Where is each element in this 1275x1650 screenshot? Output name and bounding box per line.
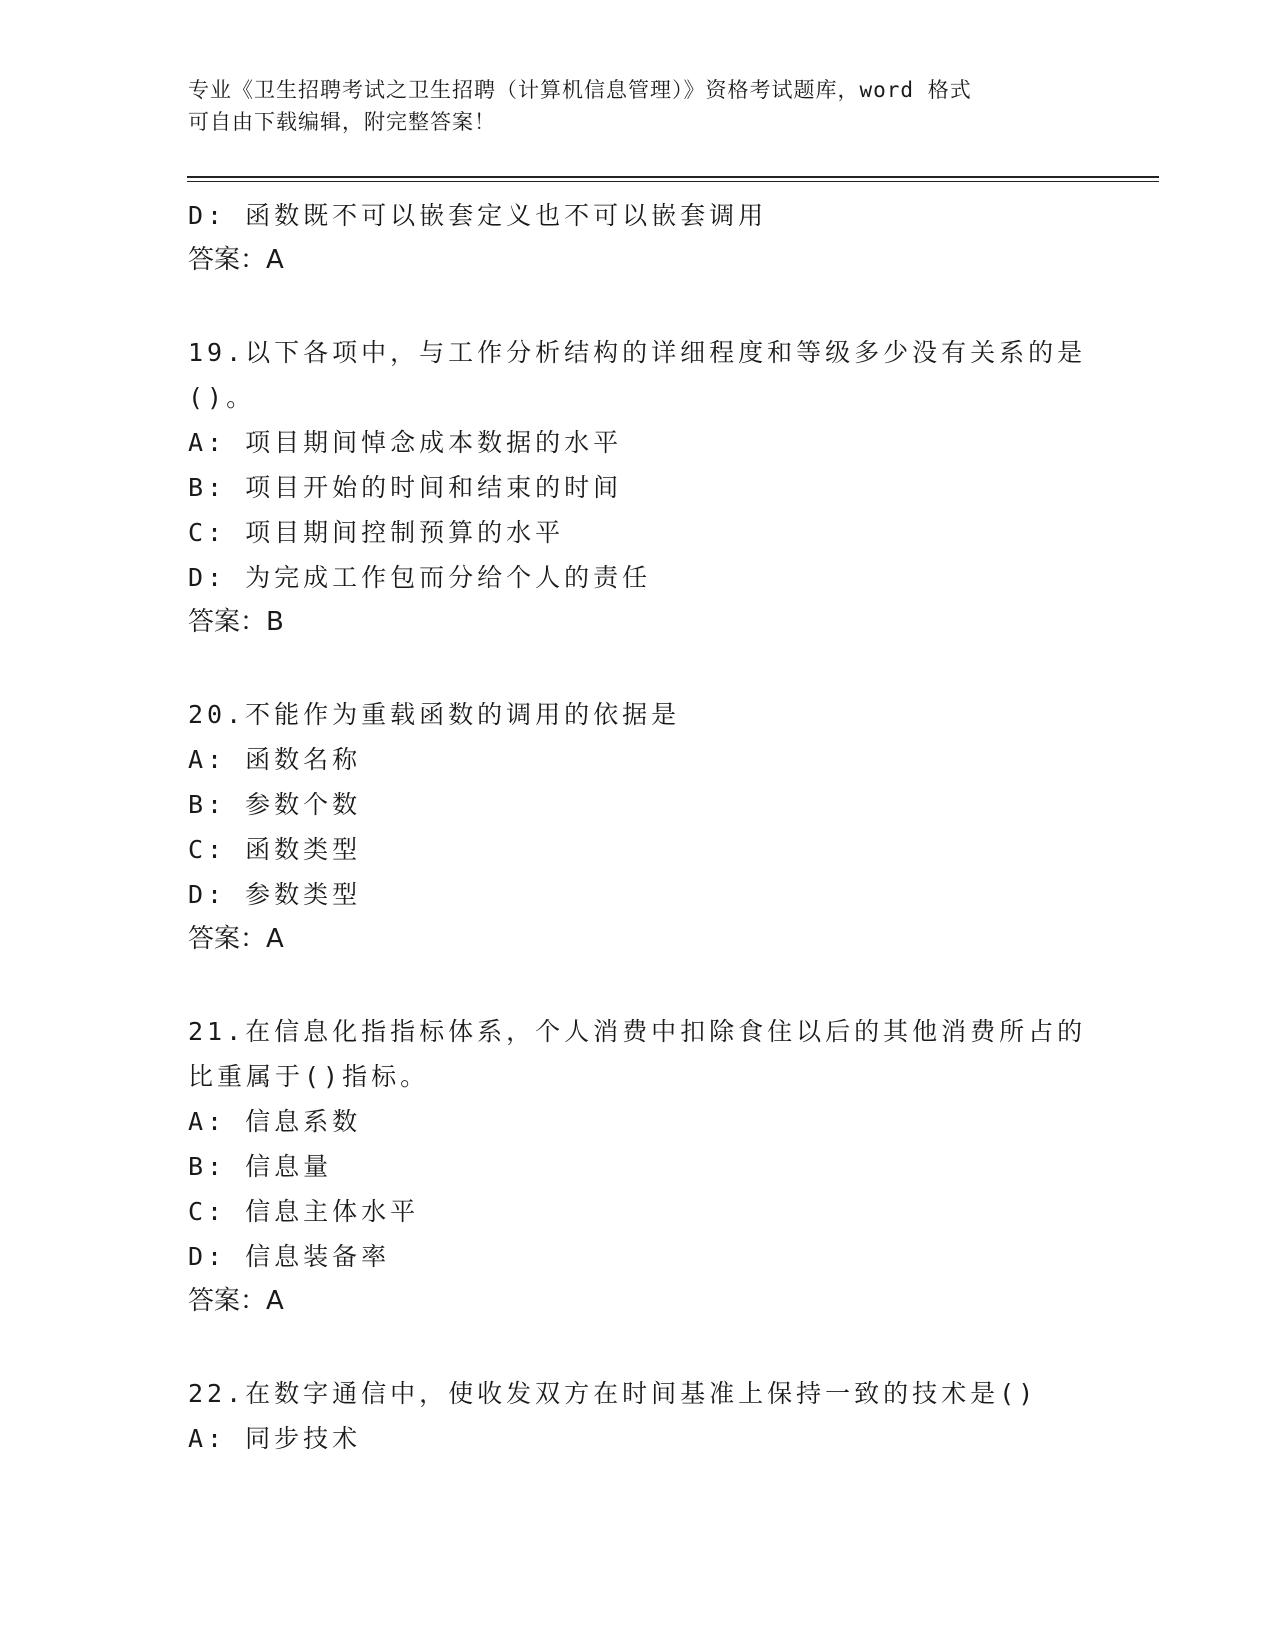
question-stem: 20.不能作为重载函数的调用的依据是: [188, 700, 681, 729]
spacer: [188, 962, 1088, 1009]
option-a: A: 函数名称: [188, 745, 362, 774]
option-a: A: 项目期间悼念成本数据的水平: [188, 428, 623, 457]
header-divider-thick: [187, 176, 1159, 178]
question-stem: 22.在数字通信中，使收发双方在时间基准上保持一致的技术是(): [188, 1379, 1038, 1408]
spacer: [188, 283, 1088, 330]
option-d: D: 信息装备率: [188, 1242, 391, 1271]
question-22: [188, 1371, 1088, 1461]
header-line-1: 专业《卫生招聘考试之卫生招聘（计算机信息管理）》资格考试题库，word 格式: [188, 78, 972, 102]
option-c: C: 项目期间控制预算的水平: [188, 518, 565, 547]
question-20: [188, 692, 1088, 962]
header-line-2: 可自由下载编辑，附完整答案！: [188, 110, 496, 134]
option-a: A: 信息系数: [188, 1107, 362, 1136]
question-stem-continued: 比重属于()指标。: [188, 1062, 430, 1091]
answer-line: 答案：A: [188, 1286, 284, 1316]
option-d: D: 函数既不可以嵌套定义也不可以嵌套调用: [188, 201, 768, 230]
question-stem: 21.在信息化指指标体系，个人消费中扣除食住以后的其他消费所占的: [188, 1017, 1087, 1046]
answer-line: 答案：A: [188, 245, 284, 275]
option-b: B: 信息量: [188, 1152, 333, 1181]
answer-line: 答案：B: [188, 607, 284, 637]
option-b: B: 参数个数: [188, 790, 362, 819]
question-stem: 19.以下各项中，与工作分析结构的详细程度和等级多少没有关系的是: [188, 338, 1087, 367]
option-d: D: 为完成工作包而分给个人的责任: [188, 563, 652, 592]
question-list: [188, 193, 1088, 1461]
option-a: A: 同步技术: [188, 1424, 362, 1453]
spacer: [188, 1324, 1088, 1371]
answer-line: 答案：A: [188, 924, 284, 954]
option-c: C: 函数类型: [188, 835, 362, 864]
option-c: C: 信息主体水平: [188, 1197, 420, 1226]
question-21: [188, 1009, 1088, 1324]
option-d: D: 参数类型: [188, 880, 362, 909]
header-divider-thin: [187, 181, 1159, 182]
document-header: [188, 74, 1068, 138]
question-stem-continued: ()。: [188, 383, 256, 412]
question-19: [188, 330, 1088, 645]
option-b: B: 项目开始的时间和结束的时间: [188, 473, 623, 502]
spacer: [188, 645, 1088, 692]
